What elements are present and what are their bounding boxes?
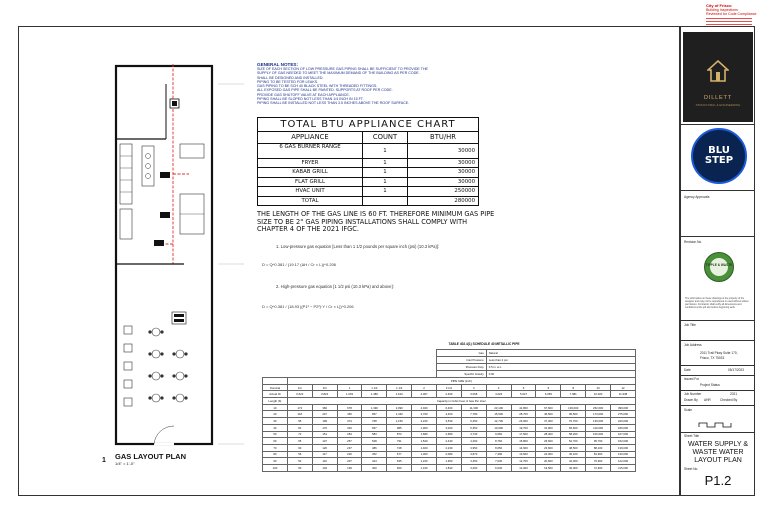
table-cell: 15,900 [486, 411, 511, 418]
table-cell: 88,100 [586, 444, 611, 451]
table-cell: 220 [337, 451, 362, 458]
table-cell: 2,080 [437, 451, 462, 458]
actual-id: 4.026 [486, 391, 511, 398]
table-cell: 6,250 [461, 418, 486, 425]
table-cell: 106,000 [586, 431, 611, 438]
nominal-size: 2 1/2 [437, 384, 462, 391]
date-label: Date [684, 368, 691, 372]
general-notes [257, 62, 497, 106]
actual-id-row [263, 391, 636, 398]
pipe-size-label: PIPE SIZE (inch) [287, 378, 635, 385]
actual-id: 1.049 [337, 391, 362, 398]
table-row [263, 431, 636, 438]
table-cell: 9,660 [486, 431, 511, 438]
btu-value: 250000 [454, 188, 475, 195]
table-cell: 8,050 [486, 444, 511, 451]
table-cell: 167,000 [611, 431, 636, 438]
table-cell: 3,950 [461, 444, 486, 451]
job-number-value: 2021 [730, 392, 738, 396]
table-cell: 275,000 [611, 411, 636, 418]
table-cell: 19,700 [511, 424, 536, 431]
table-cell: 104 [312, 464, 337, 471]
table-cell: 95,500 [561, 411, 586, 418]
table-cell: 424 [362, 458, 387, 465]
table-cell: 46,500 [536, 411, 561, 418]
table-cell: 2,090 [387, 404, 412, 411]
pipe-schedule-table [262, 349, 636, 472]
table-cell: 30 [263, 418, 288, 425]
table-cell: 172 [287, 404, 312, 411]
table-cell: 151 [312, 431, 337, 438]
job-address-line1: 2011 Trail Pkwy Suite 170, [700, 351, 738, 355]
btu-appliance: TOTAL [258, 197, 363, 205]
table-cell: 152,000 [611, 438, 636, 445]
table-cell: 17,500 [511, 431, 536, 438]
schedule-meta-value: 0.60 [486, 371, 635, 378]
table-cell: 10 [263, 404, 288, 411]
table-cell: 4,290 [461, 438, 486, 445]
table-cell: 1,950 [437, 458, 462, 465]
note-line: GAS PIPING TO BE SCH 40 BLACK STEEL WITH THREADED FITTINGS. [257, 84, 378, 89]
nominal-size: 12 [611, 384, 636, 391]
sheet-no-label: Sheet No. [684, 467, 699, 471]
table-cell: 12,700 [486, 418, 511, 425]
nominal-size: 1 1/4 [362, 384, 387, 391]
review-stamp [706, 4, 757, 17]
table-cell: 70 [263, 444, 288, 451]
table-cell: 1,840 [437, 464, 462, 471]
table-cell: 195 [337, 464, 362, 471]
btu-row [258, 168, 478, 177]
table-cell: 2,680 [437, 431, 462, 438]
actual-id: 0.824 [312, 391, 337, 398]
table-cell: 25,600 [536, 438, 561, 445]
btu-chart-title: TOTAL BTU APPLIANCE CHART [258, 118, 478, 132]
table-row [263, 458, 636, 465]
job-number-label: Job Number [684, 392, 702, 396]
btu-total-value: 280000 [454, 197, 475, 204]
table-cell: 11,300 [461, 404, 486, 411]
length-header-row [263, 398, 636, 405]
note-line: PIPING SHALL BE SLOPED NOT LESS THAN 1/4 INCH IN 15 FT. [257, 97, 364, 102]
table-cell: 95,700 [586, 438, 611, 445]
nominal-size: 1/2 [287, 384, 312, 391]
actual-id-label: Actual ID [263, 391, 288, 398]
table-cell: 7,490 [486, 451, 511, 458]
nominal-size: 3 [461, 384, 486, 391]
table-cell: 19,500 [536, 464, 561, 471]
table-cell: 76,900 [586, 458, 611, 465]
sheet-title-line3: LAYOUT PLAN [694, 457, 742, 464]
table-cell: 72,600 [586, 464, 611, 471]
btu-count: 1 [363, 168, 408, 176]
stamp-line-2: Building Inspections [706, 8, 738, 13]
header-btu: BTU/HR [430, 133, 456, 141]
table-cell: 40 [263, 424, 288, 431]
table-cell: 13,600 [511, 451, 536, 458]
table-cell: 41,800 [511, 404, 536, 411]
btu-appliance: FRYER [258, 159, 363, 167]
table-cell: 320 [337, 424, 362, 431]
table-cell: 486 [362, 444, 387, 451]
seal-text: TIPPLE & WASTE [705, 263, 733, 267]
engineer-seal [704, 252, 734, 282]
actual-id: 2.067 [412, 391, 437, 398]
table-row [263, 418, 636, 425]
plan-title: GAS LAYOUT PLAN [115, 452, 186, 461]
table-cell: 768 [362, 418, 387, 425]
table-cell: 257 [337, 438, 362, 445]
checked-by-label: Checked By [720, 398, 738, 402]
table-row [263, 411, 636, 418]
table-cell: 247 [312, 411, 337, 418]
table-cell: 466 [337, 411, 362, 418]
table-cell: 139,000 [561, 404, 586, 411]
note-line: ALL EXPOSED GAS PIPE SHALL BE PAINTED. SUPPORTS AT ROOF PER CODE. [257, 88, 393, 93]
brand2-line2: STEP [704, 155, 734, 166]
sheet-number: P1.2 [704, 473, 732, 488]
actual-id: 0.622 [287, 391, 312, 398]
table-cell: 1,150 [387, 418, 412, 425]
low-pressure-formula: D = Q^0.381 / (19.17 (ΔH / Cr × L))^0.206 [262, 262, 337, 267]
dillett-logo [683, 32, 753, 122]
table-row [263, 444, 636, 451]
table-row [263, 424, 636, 431]
table-cell: 985 [387, 424, 412, 431]
issued-for-label: Issued For [684, 377, 700, 381]
table-cell: 20,600 [536, 458, 561, 465]
blustep-logo [691, 128, 747, 184]
table-cell: 4,400 [437, 411, 462, 418]
note-line: PROVIDE GAS SHUTOFF VALVE AT EACH APPLIANCE. [257, 92, 350, 97]
header-count: COUNT [363, 132, 408, 143]
table-cell: 22,000 [536, 451, 561, 458]
table-cell: 90 [263, 458, 288, 465]
table-cell: 139,000 [586, 418, 611, 425]
table-cell: 6,640 [486, 464, 511, 471]
high-pressure-equation-label: 2. High-pressure gas equation [1 1/2 psi (10.3 kPa) and above]: [276, 284, 394, 289]
schedule-meta-value: 0.5 in. w.c. [486, 364, 635, 371]
table-row [263, 451, 636, 458]
nominal-size: 6 [536, 384, 561, 391]
table-cell: 14,600 [511, 444, 536, 451]
actual-id: 10.020 [586, 391, 611, 398]
nominal-row [263, 384, 636, 391]
table-cell: 5,350 [461, 424, 486, 431]
actual-id: 11.938 [611, 391, 636, 398]
table-cell: 76,700 [561, 418, 586, 425]
house-icon [707, 60, 729, 82]
table-cell: 3,670 [461, 451, 486, 458]
table-row [263, 438, 636, 445]
table-cell: 139,000 [611, 444, 636, 451]
btu-count: 1 [363, 144, 408, 158]
schedule-meta-key: Specific Gravity [437, 371, 487, 378]
actual-id: 2.469 [437, 391, 462, 398]
nominal-size: 4 [486, 384, 511, 391]
table-cell: 137 [312, 438, 337, 445]
table-cell: 2,220 [412, 418, 437, 425]
issued-for-value: Project Status [700, 383, 720, 387]
table-cell: 80 [263, 451, 288, 458]
brand2-line1: BLU [708, 145, 730, 156]
table-cell: 20 [263, 411, 288, 418]
table-cell: 2,230 [437, 444, 462, 451]
table-cell: 3,260 [461, 464, 486, 471]
table-cell: 23,600 [536, 444, 561, 451]
table-cell: 220,000 [611, 418, 636, 425]
btu-row [258, 144, 478, 159]
agency-approvals-label: Agency Approvals [684, 195, 710, 199]
table-cell: 31,900 [536, 424, 561, 431]
high-pressure-formula: D = Q^0.381 / (18.93 [(P1² − P2²)·Y / Cr × L])^0.206 [262, 304, 354, 309]
table-cell: 56 [287, 451, 312, 458]
table-row [263, 464, 636, 471]
brand1-name: DILLETT [704, 95, 732, 101]
sheet-title [682, 441, 754, 465]
table-cell: 81,900 [586, 451, 611, 458]
table-cell: 1,680 [412, 431, 437, 438]
table-cell: 28,300 [536, 431, 561, 438]
table-cell: 6,400 [437, 404, 462, 411]
table-cell: 600 [387, 464, 412, 471]
btu-appliance: 6 GAS BURNER RANGE [258, 144, 363, 158]
note-line: PIPING SHALL BE INSTALLED NOT LESS THAN 3.5 INCHES ABOVE THE ROOF SURFACE. [257, 101, 410, 106]
table-cell: 400 [362, 464, 387, 471]
schedule-title: TABLE 402.4(1) SCHEDULE 40 METALLIC PIPE [448, 342, 520, 346]
btu-count: 1 [363, 159, 408, 167]
table-cell: 728 [387, 444, 412, 451]
table-cell: 45,100 [561, 451, 586, 458]
table-cell: 4,020 [412, 404, 437, 411]
actual-id: 1.610 [387, 391, 412, 398]
table-cell: 8,760 [486, 438, 511, 445]
actual-id: 7.981 [561, 391, 586, 398]
note-line: PIPING TO BE TESTED FOR LEAKS. [257, 79, 319, 84]
drawn-by-value: AHR [704, 398, 711, 402]
actual-id: 6.065 [536, 391, 561, 398]
table-cell: 528 [362, 438, 387, 445]
table-cell: 48,500 [561, 444, 586, 451]
table-cell: 791 [387, 438, 412, 445]
table-cell: 3,020 [437, 424, 462, 431]
table-cell: 118 [287, 411, 312, 418]
nominal-size: 1 1/2 [387, 384, 412, 391]
table-cell: 1,520 [412, 438, 437, 445]
job-title-label: Job Title [684, 323, 696, 327]
btu-count: 1 [363, 187, 408, 195]
btu-total-row [258, 197, 478, 205]
table-cell: 677 [387, 451, 412, 458]
btu-value: 30000 [457, 178, 475, 185]
title-block-disclaimer: The information on these drawings is the property of the designer and may not be reproduced or used without written permission. Contractor shall verify all dimensions and conditions at the job site before beginning work. [685, 297, 749, 309]
header-appliance: APPLIANCE [258, 132, 363, 143]
table-cell: 1,400 [412, 444, 437, 451]
job-address-line2: Frisco, TX 75033 [700, 356, 725, 360]
table-cell: 15,800 [511, 438, 536, 445]
schedule-meta-key: Inlet Pressure [437, 357, 487, 364]
table-cell: 52,700 [561, 438, 586, 445]
table-cell: 1,390 [362, 404, 387, 411]
scale-label: Scale [684, 408, 692, 412]
btu-row [258, 159, 478, 168]
table-cell: 42,300 [561, 458, 586, 465]
table-cell: 4,740 [461, 431, 486, 438]
table-cell: 189,000 [611, 424, 636, 431]
note-line: SUPPLY OF GAS NEEDED TO MEET THE MAXIMUM DEMAND OF THE BUILDING AS PER CODE. [257, 71, 420, 76]
table-cell: 170 [312, 424, 337, 431]
btu-value: 30000 [457, 160, 475, 166]
sheet-title-line2: WASTE WATER [692, 449, 744, 456]
table-cell: 23,000 [511, 418, 536, 425]
table-cell: 1,430 [387, 411, 412, 418]
table-cell: 58,200 [561, 431, 586, 438]
schedule-meta-key: Pressure Drop [437, 364, 487, 371]
table-row [263, 404, 636, 411]
table-cell: 374 [337, 418, 362, 425]
schedule-meta-key: Gas [437, 350, 487, 357]
table-cell: 117 [312, 451, 337, 458]
table-cell: 126 [312, 444, 337, 451]
table-cell: 199 [312, 418, 337, 425]
plan-scale: 1/4" = 1'-0" [115, 461, 135, 466]
table-cell: 2,430 [437, 438, 462, 445]
table-cell: 873 [387, 431, 412, 438]
btu-appliance: KABAB GRILL [258, 168, 363, 176]
schedule-meta-row [263, 364, 636, 371]
notes-heading: GENERAL NOTES: [257, 62, 299, 67]
pipe-size-row [263, 378, 636, 385]
schedule-meta-value: Natural [486, 350, 635, 357]
table-cell: 12,700 [511, 458, 536, 465]
table-cell: 583 [362, 431, 387, 438]
btu-row [258, 178, 478, 187]
table-cell: 635 [387, 458, 412, 465]
table-cell: 60 [287, 444, 312, 451]
job-address-label: Job Address [684, 343, 702, 347]
plan-number: 1 [102, 457, 106, 464]
table-cell: 1,300 [412, 451, 437, 458]
note-line: SHALL BE DESIGNED AND INSTALLED. [257, 75, 324, 80]
actual-id: 5.047 [511, 391, 536, 398]
nominal-size: 3/4 [312, 384, 337, 391]
table-cell: 40,000 [561, 464, 586, 471]
table-cell: 52 [287, 458, 312, 465]
table-cell: 50 [287, 464, 312, 471]
actual-id: 3.068 [461, 391, 486, 398]
table-cell: 452 [362, 451, 387, 458]
table-cell: 65,600 [561, 424, 586, 431]
table-cell: 399,000 [611, 404, 636, 411]
btu-value: 30000 [457, 148, 475, 154]
schedule-meta-row [263, 371, 636, 378]
btu-appliance: HVAC UNIT [258, 187, 363, 195]
table-cell: 678 [337, 404, 362, 411]
table-cell: 3,450 [461, 458, 486, 465]
table-cell: 81 [287, 424, 312, 431]
actual-id: 1.380 [362, 391, 387, 398]
table-cell: 1,160 [412, 464, 437, 471]
nominal-size: 2 [412, 384, 437, 391]
table-cell: 173,000 [586, 411, 611, 418]
stamp-line-3: Reviewed for Code Compliance [706, 12, 757, 17]
table-cell: 37,300 [536, 418, 561, 425]
length-label: Length (ft) [263, 398, 288, 405]
btu-appliance: FLAT GRILL [258, 178, 363, 186]
table-cell: 360 [312, 404, 337, 411]
table-cell: 284 [337, 431, 362, 438]
gas-line-length-statement: THE LENGTH OF THE GAS LINE IS 60 FT. THEREFORE MINIMUM GAS PIPE SIZE TO BE 2" GAS PIPING INSTALLATIONS SHALL COMPLY WITH CHAPTER 4 OF THE 2021 IFGC. [257, 210, 495, 234]
sheet-title-line1: WATER SUPPLY & [687, 441, 749, 448]
note-line: SIZE OF EACH SECTION OF LOW PRESSURE GAS PIPING SHALL BE SUFFICIENT TO PROVIDE THE [257, 67, 428, 71]
table-cell: 23,100 [486, 404, 511, 411]
table-cell: 10,900 [486, 424, 511, 431]
table-cell: 1,900 [412, 424, 437, 431]
btu-appliance-chart [257, 117, 479, 206]
table-cell: 2,760 [412, 411, 437, 418]
date-value: 05/17/2023 [728, 368, 744, 372]
scale-bar-icon [698, 421, 734, 429]
table-cell: 237 [337, 444, 362, 451]
table-cell: 95 [287, 418, 312, 425]
table-cell: 130,000 [611, 451, 636, 458]
drawn-by-label: Drawn By [684, 398, 698, 402]
table-cell: 119,000 [586, 424, 611, 431]
table-cell: 67,600 [536, 404, 561, 411]
revision-label: Revision No. [684, 240, 703, 244]
table-cell: 3,530 [437, 418, 462, 425]
table-cell: 1,220 [412, 458, 437, 465]
schedule-meta-row [263, 350, 636, 357]
table-cell: 657 [362, 424, 387, 431]
btu-count: 1 [363, 178, 408, 186]
low-pressure-equation-label: 1. Low-pressure gas equation [Less than 1 1/2 pounds per square inch (psi) (10.3 kPa)]: [276, 244, 440, 249]
nominal-size: 1 [337, 384, 362, 391]
table-cell: 7,030 [486, 458, 511, 465]
nominal-size: 8 [561, 384, 586, 391]
table-cell: 100 [263, 464, 288, 471]
schedule-meta-value: Less than 2 psi [486, 357, 635, 364]
btu-chart-header [258, 132, 478, 144]
nominal-size: 5 [511, 384, 536, 391]
table-cell: 28,700 [511, 411, 536, 418]
btu-count [363, 197, 408, 205]
brand1-sub: STRUCTURAL & ENGINEERING [695, 103, 741, 107]
table-cell: 7,780 [461, 411, 486, 418]
btu-row [258, 187, 478, 196]
table-cell: 12,000 [511, 464, 536, 471]
table-cell: 207 [337, 458, 362, 465]
nominal-label: Nominal [263, 384, 288, 391]
table-cell: 72 [287, 431, 312, 438]
table-cell: 65 [287, 438, 312, 445]
nominal-size: 10 [586, 384, 611, 391]
table-cell: 957 [362, 411, 387, 418]
table-cell: 50 [263, 431, 288, 438]
capacity-label: Capacity in Cubic Feet of Gas Per Hour [287, 398, 635, 405]
sheet-title-label: Sheet Title [684, 434, 700, 438]
table-cell: 60 [263, 438, 288, 445]
btu-value: 30000 [457, 169, 475, 176]
stamp-line-1: City of Frisco [706, 3, 732, 8]
table-cell: 252,000 [586, 404, 611, 411]
table-cell: 122,000 [611, 458, 636, 465]
table-cell: 115,000 [611, 464, 636, 471]
table-cell: 110 [312, 458, 337, 465]
schedule-meta-row [263, 357, 636, 364]
gas-layout-plan-drawing [114, 64, 249, 452]
